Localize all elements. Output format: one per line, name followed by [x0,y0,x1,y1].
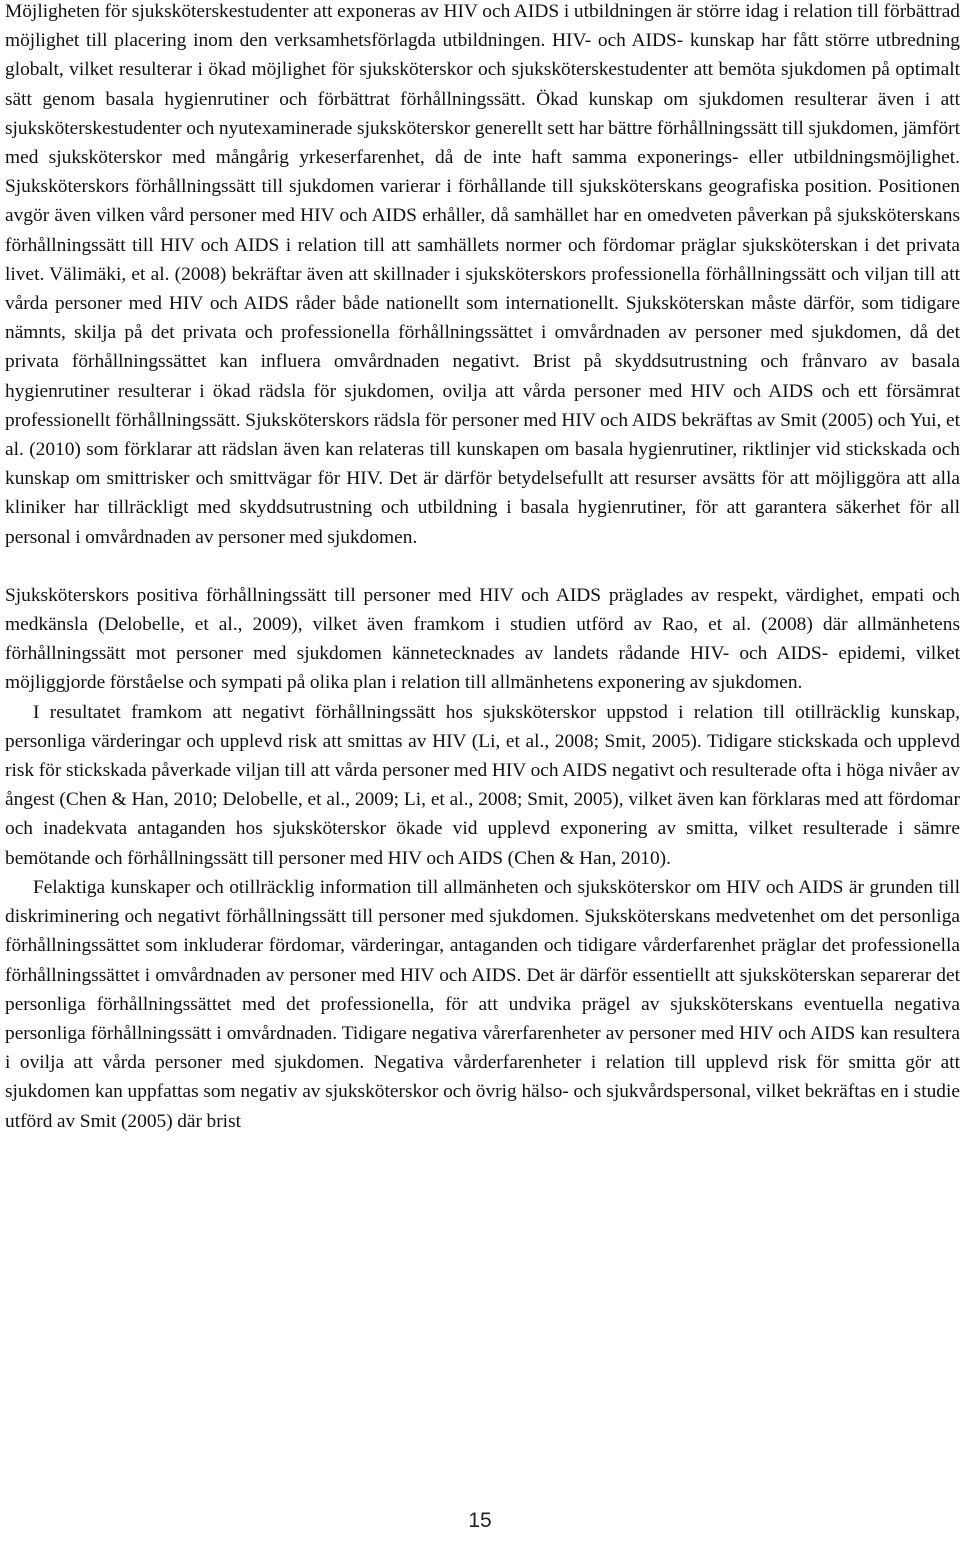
paragraph-positive-attitude: Sjuksköterskors positiva förhållningssätt till personer med HIV och AIDS präglades av respekt, värdighet, empati och medkänsla (Delobelle, et al., 2009), vilket även framkom i studien utförd av Rao, et al. (2008) där allmänhetens förhållningssätt mot personer med sjukdomen kännetecknades av landets rådande HIV- och AIDS- epidemi, vilket möjliggjorde förståelse och sympati på olika plan i relation till allmänhetens exponering av sjukdomen. [5,584,960,694]
document-page [5,0,960,1136]
paragraph-misinformation: Felaktiga kunskaper och otillräcklig information till allmänheten och sjuksköterskor om HIV och AIDS är grunden till diskriminering och negativt förhållningssätt till personer med sjukdomen. Sjuksköterskans medvetenhet om det personliga förhållningssättet som inkluderar fördomar, värderingar, antaganden och tidigare vårderfarenhet präglar det professionella förhållningssättet i omvårdnaden av personer med HIV och AIDS. Det är därför essentiellt att sjuksköterskan separerar det personliga förhållningssättet med det professionella, för att undvika prägel av sjuksköterskans eventuella negativa personliga förhållningssätt i omvårdnaden. Tidigare negativa vårerfarenheter av personer med HIV och AIDS kan resultera i ovilja att vårda personer med sjukdomen. Negativa vårderfarenheter i relation till upplevd risk för smitta gör att sjukdomen kan uppfattas som negativ av sjuksköterskor och övrig hälso- och sjukvårdspersonal, vilket bekräftas en i studie utförd av Smit (2005) där brist [5,876,960,1132]
paragraph-knowledge-exposure: Möjligheten för sjuksköterskestudenter att exponeras av HIV och AIDS i utbildningen är större idag i relation till förbättrad möjlighet till placering inom den verksamhetsförlagda utbildningen. HIV- och AIDS- kunskap har fått större utbredning globalt, vilket resulterar i ökad möjlighet för sjuksköterskor och sjuksköterskestudenter att bemöta sjukdomen på optimalt sätt genom basala hygienrutiner och förbättrat förhållningssätt. Ökad kunskap om sjukdomen resulterar även i att sjuksköterskestudenter och nyutexaminerade sjuksköterskor generellt sett har bättre förhållningssätt till sjukdomen, jämfört med sjuksköterskor med mångårig yrkeserfarenhet, då de inte haft samma exponerings- eller utbildningsmöjlighet. Sjuksköterskors förhållningssätt till sjukdomen varierar i förhållande till sjuksköterskans geografiska position. Positionen avgör även vilken vård personer med HIV och AIDS erhåller, då samhället har en omedveten påverkan på sjuksköterskans förhållningssätt till HIV och AIDS i relation till att samhällets normer och fördomar präglar sjuksköterskan i det privata livet. Välimäki, et al. (2008) bekräftar även att skillnader i sjuksköterskors professionella förhållningssätt och viljan till att vårda personer med HIV och AIDS råder både nationellt som internationellt. Sjuksköterskan måste därför, som tidigare nämnts, skilja på det privata och professionella förhållningssättet i omvårdnaden av personer med sjukdomen, då det privata förhållningssättet kan influera omvårdnaden negativt. Brist på skyddsutrustning och frånvaro av basala hygienrutiner resulterar i ökad rädsla för sjukdomen, ovilja att vårda personer med HIV och AIDS och ett försämrat professionellt förhållningssätt. Sjuksköterskors rädsla för personer med HIV och AIDS bekräftas av Smit (2005) och Yui, et al. (2010) som förklarar att rädslan även kan relateras till kunskapen om basala hygienrutiner, riktlinjer vid stickskada och kunskap om smittrisker och smittvägar för HIV. Det är därför betydelsefullt att resurser avsätts för att möjliggöra att alla kliniker har tillräckligt med skyddsutrustning och utbildning i basala hygienrutiner, för att garantera säkerhet för all personal i omvårdnaden av personer med sjukdomen. [5,1,960,548]
page-number: 15 [468,1509,492,1532]
paragraph-negative-attitude: I resultatet framkom att negativt förhållningssätt hos sjuksköterskor uppstod i relation till otillräcklig kunskap, personliga värderingar och upplevd risk att smittas av HIV (Li, et al., 2008; Smit, 2005). Tidigare stickskada och upplevd risk för stickskada påverkade viljan till att vårda personer med HIV och AIDS negativt och resulterade ofta i höga nivåer av ångest (Chen & Han, 2010; Delobelle, et al., 2009; Li, et al., 2008; Smit, 2005), vilket även kan förklaras med att fördomar och inadekvata antaganden hos sjuksköterskor ökade vid upplevd exponering av smitta, vilket resulterade i sämre bemötande och förhållningssätt till personer med HIV och AIDS (Chen & Han, 2010). [5,701,960,869]
